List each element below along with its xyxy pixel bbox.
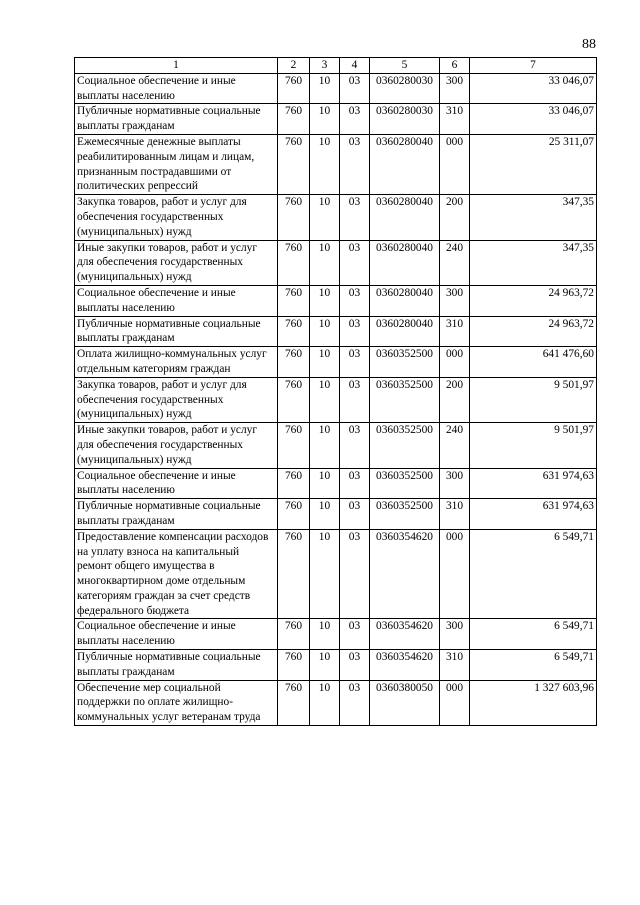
table-row bbox=[75, 134, 597, 194]
page-number: 88 bbox=[582, 37, 596, 52]
row-col-3: 10 bbox=[310, 650, 340, 681]
table-row bbox=[75, 650, 597, 681]
row-sum: 24 963,72 bbox=[470, 285, 597, 316]
row-col-2: 760 bbox=[278, 680, 310, 725]
table-body bbox=[75, 73, 597, 725]
row-col-2: 760 bbox=[278, 423, 310, 468]
row-col-4: 03 bbox=[340, 240, 370, 285]
row-sum: 6 549,71 bbox=[470, 529, 597, 619]
row-col-6: 310 bbox=[440, 499, 470, 530]
row-name: Оплата жилищно-коммунальных услуг отдельным категориям граждан bbox=[75, 347, 278, 378]
header-col-7: 7 bbox=[470, 58, 597, 74]
row-col-5: 0360280030 bbox=[370, 73, 440, 104]
row-col-3: 10 bbox=[310, 316, 340, 347]
row-col-2: 760 bbox=[278, 240, 310, 285]
row-col-5: 0360352500 bbox=[370, 468, 440, 499]
row-sum: 1 327 603,96 bbox=[470, 680, 597, 725]
row-col-2: 760 bbox=[278, 195, 310, 240]
row-col-3: 10 bbox=[310, 134, 340, 194]
table-header bbox=[75, 58, 597, 74]
row-name: Предоставление компенсации расходов на уплату взноса на капитальный ремонт общего имущества в многоквартирном доме отдельным категориям граждан за счет средств федерального бюджета bbox=[75, 529, 278, 619]
row-col-4: 03 bbox=[340, 468, 370, 499]
header-col-4: 4 bbox=[340, 58, 370, 74]
row-col-3: 10 bbox=[310, 377, 340, 422]
table-row bbox=[75, 347, 597, 378]
row-name: Социальное обеспечение и иные выплаты населению bbox=[75, 285, 278, 316]
row-col-4: 03 bbox=[340, 650, 370, 681]
row-col-6: 240 bbox=[440, 240, 470, 285]
row-sum: 347,35 bbox=[470, 195, 597, 240]
row-col-6: 300 bbox=[440, 73, 470, 104]
row-col-4: 03 bbox=[340, 529, 370, 619]
row-name: Иные закупки товаров, работ и услуг для обеспечения государственных (муниципальных) нужд bbox=[75, 423, 278, 468]
row-col-5: 0360280040 bbox=[370, 316, 440, 347]
row-name: Социальное обеспечение и иные выплаты населению bbox=[75, 468, 278, 499]
row-col-4: 03 bbox=[340, 73, 370, 104]
row-col-5: 0360352500 bbox=[370, 423, 440, 468]
header-col-6: 6 bbox=[440, 58, 470, 74]
row-sum: 25 311,07 bbox=[470, 134, 597, 194]
row-col-5: 0360280040 bbox=[370, 285, 440, 316]
row-name: Ежемесячные денежные выплаты реабилитированным лицам и лицам, признанным пострадавшими от политических репрессий bbox=[75, 134, 278, 194]
row-col-2: 760 bbox=[278, 104, 310, 135]
table-row bbox=[75, 680, 597, 725]
row-col-5: 0360380050 bbox=[370, 680, 440, 725]
header-col-1: 1 bbox=[75, 58, 278, 74]
row-col-6: 000 bbox=[440, 529, 470, 619]
row-col-5: 0360280040 bbox=[370, 195, 440, 240]
row-col-4: 03 bbox=[340, 377, 370, 422]
row-col-6: 200 bbox=[440, 195, 470, 240]
row-col-6: 310 bbox=[440, 316, 470, 347]
table-row bbox=[75, 104, 597, 135]
row-col-2: 760 bbox=[278, 619, 310, 650]
row-col-3: 10 bbox=[310, 195, 340, 240]
row-col-2: 760 bbox=[278, 377, 310, 422]
row-col-4: 03 bbox=[340, 619, 370, 650]
row-col-5: 0360354620 bbox=[370, 650, 440, 681]
row-col-5: 0360352500 bbox=[370, 377, 440, 422]
row-sum: 631 974,63 bbox=[470, 468, 597, 499]
row-col-3: 10 bbox=[310, 680, 340, 725]
row-sum: 6 549,71 bbox=[470, 650, 597, 681]
row-col-2: 760 bbox=[278, 529, 310, 619]
row-name: Социальное обеспечение и иные выплаты населению bbox=[75, 619, 278, 650]
row-name: Публичные нормативные социальные выплаты гражданам bbox=[75, 650, 278, 681]
row-col-6: 310 bbox=[440, 650, 470, 681]
row-col-4: 03 bbox=[340, 104, 370, 135]
table-row bbox=[75, 468, 597, 499]
row-name: Закупка товаров, работ и услуг для обеспечения государственных (муниципальных) нужд bbox=[75, 377, 278, 422]
row-col-3: 10 bbox=[310, 285, 340, 316]
row-col-6: 000 bbox=[440, 134, 470, 194]
row-name: Публичные нормативные социальные выплаты гражданам bbox=[75, 316, 278, 347]
row-col-5: 0360280030 bbox=[370, 104, 440, 135]
header-col-2: 2 bbox=[278, 58, 310, 74]
header-col-3: 3 bbox=[310, 58, 340, 74]
row-sum: 24 963,72 bbox=[470, 316, 597, 347]
table-row bbox=[75, 316, 597, 347]
row-name: Публичные нормативные социальные выплаты гражданам bbox=[75, 499, 278, 530]
row-col-3: 10 bbox=[310, 104, 340, 135]
row-col-4: 03 bbox=[340, 347, 370, 378]
row-col-4: 03 bbox=[340, 195, 370, 240]
row-col-4: 03 bbox=[340, 499, 370, 530]
row-col-4: 03 bbox=[340, 680, 370, 725]
row-name: Публичные нормативные социальные выплаты гражданам bbox=[75, 104, 278, 135]
row-col-6: 200 bbox=[440, 377, 470, 422]
row-col-3: 10 bbox=[310, 240, 340, 285]
row-name: Закупка товаров, работ и услуг для обеспечения государственных (муниципальных) нужд bbox=[75, 195, 278, 240]
table-row bbox=[75, 499, 597, 530]
header-row bbox=[75, 58, 597, 74]
row-sum: 6 549,71 bbox=[470, 619, 597, 650]
row-col-4: 03 bbox=[340, 316, 370, 347]
row-sum: 9 501,97 bbox=[470, 377, 597, 422]
row-col-4: 03 bbox=[340, 134, 370, 194]
table-row bbox=[75, 423, 597, 468]
row-name: Социальное обеспечение и иные выплаты населению bbox=[75, 73, 278, 104]
row-sum: 9 501,97 bbox=[470, 423, 597, 468]
row-col-2: 760 bbox=[278, 285, 310, 316]
row-col-4: 03 bbox=[340, 285, 370, 316]
row-col-3: 10 bbox=[310, 423, 340, 468]
row-col-3: 10 bbox=[310, 619, 340, 650]
budget-table bbox=[74, 57, 597, 726]
row-name: Обеспечение мер социальной поддержки по оплате жилищно-коммунальных услуг ветеранам труда bbox=[75, 680, 278, 725]
row-col-6: 240 bbox=[440, 423, 470, 468]
row-sum: 641 476,60 bbox=[470, 347, 597, 378]
row-col-5: 0360354620 bbox=[370, 529, 440, 619]
row-col-5: 0360280040 bbox=[370, 134, 440, 194]
row-col-5: 0360354620 bbox=[370, 619, 440, 650]
row-col-2: 760 bbox=[278, 134, 310, 194]
row-col-6: 300 bbox=[440, 619, 470, 650]
header-col-5: 5 bbox=[370, 58, 440, 74]
row-col-5: 0360352500 bbox=[370, 347, 440, 378]
row-col-3: 10 bbox=[310, 73, 340, 104]
row-col-3: 10 bbox=[310, 529, 340, 619]
row-col-3: 10 bbox=[310, 347, 340, 378]
row-name: Иные закупки товаров, работ и услуг для обеспечения государственных (муниципальных) нужд bbox=[75, 240, 278, 285]
row-col-2: 760 bbox=[278, 347, 310, 378]
table-row bbox=[75, 285, 597, 316]
row-col-4: 03 bbox=[340, 423, 370, 468]
row-col-6: 000 bbox=[440, 680, 470, 725]
row-col-5: 0360280040 bbox=[370, 240, 440, 285]
table-row bbox=[75, 195, 597, 240]
row-col-6: 300 bbox=[440, 468, 470, 499]
table-row bbox=[75, 529, 597, 619]
row-col-2: 760 bbox=[278, 468, 310, 499]
row-col-2: 760 bbox=[278, 316, 310, 347]
table-row bbox=[75, 240, 597, 285]
row-col-2: 760 bbox=[278, 499, 310, 530]
table-row bbox=[75, 619, 597, 650]
row-sum: 33 046,07 bbox=[470, 104, 597, 135]
row-col-6: 310 bbox=[440, 104, 470, 135]
row-col-2: 760 bbox=[278, 73, 310, 104]
row-sum: 347,35 bbox=[470, 240, 597, 285]
row-sum: 33 046,07 bbox=[470, 73, 597, 104]
row-col-3: 10 bbox=[310, 499, 340, 530]
row-col-6: 000 bbox=[440, 347, 470, 378]
table-row bbox=[75, 377, 597, 422]
row-col-5: 0360352500 bbox=[370, 499, 440, 530]
row-col-6: 300 bbox=[440, 285, 470, 316]
row-col-2: 760 bbox=[278, 650, 310, 681]
table-row bbox=[75, 73, 597, 104]
row-col-3: 10 bbox=[310, 468, 340, 499]
row-sum: 631 974,63 bbox=[470, 499, 597, 530]
